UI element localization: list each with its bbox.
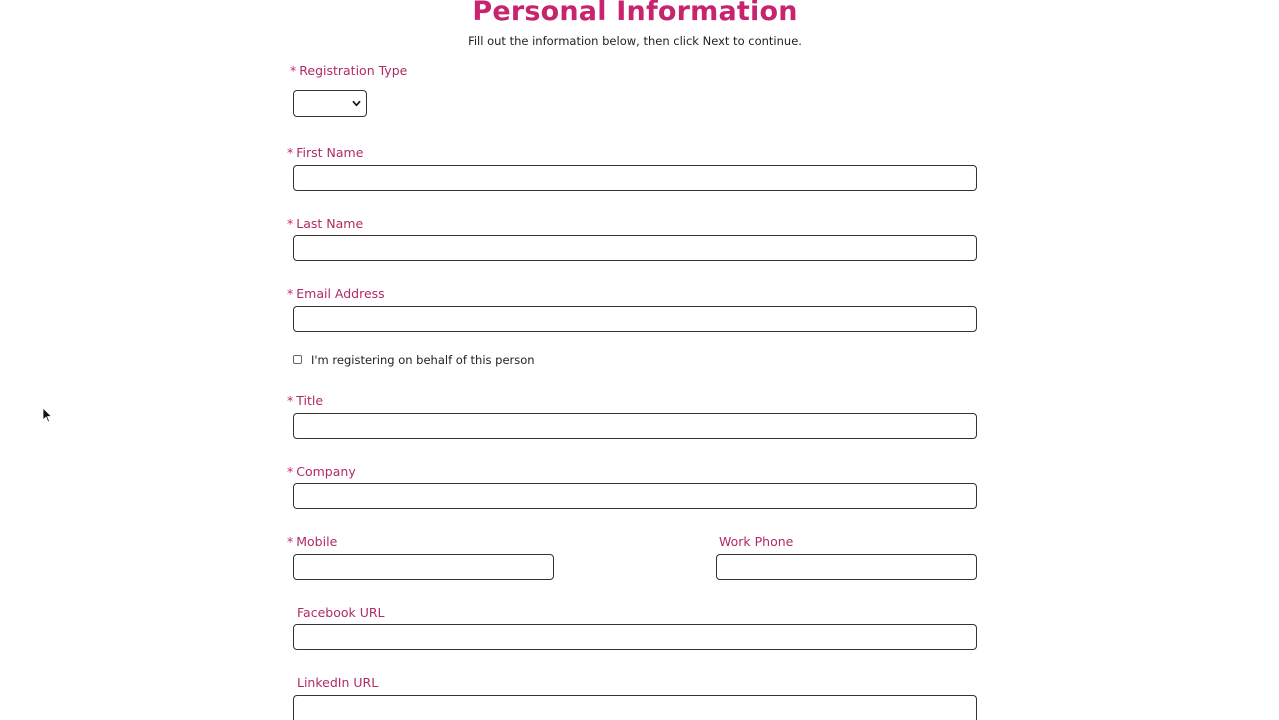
page-subtitle: Fill out the information below, then click Next to continue. [468,34,802,48]
work-phone-label: Work Phone [719,534,794,549]
mobile-input[interactable] [293,554,554,580]
email-input[interactable] [293,306,977,332]
registration-type-label-text: Registration Type [299,63,408,78]
required-marker: * [287,286,294,301]
last-name-label-text: Last Name [296,216,364,231]
email-label-text: Email Address [296,286,385,301]
required-marker: * [287,534,294,549]
required-marker: * [287,393,294,408]
first-name-input[interactable] [293,165,977,191]
company-input[interactable] [293,483,977,509]
linkedin-url-input[interactable] [293,695,977,720]
email-label [287,286,385,301]
last-name-label [287,216,363,231]
chevron-down-icon [352,99,361,108]
mouse-pointer-icon [42,407,52,423]
title-label [287,393,323,408]
company-label-text: Company [296,464,356,479]
behalf-checkbox[interactable] [293,355,302,364]
registration-type-select[interactable] [293,90,367,117]
behalf-checkbox-label[interactable]: I'm registering on behalf of this person [311,353,535,367]
required-marker: * [290,63,297,78]
linkedin-url-label: LinkedIn URL [297,675,379,690]
company-label [287,464,356,479]
page-title: Personal Information [472,0,798,27]
required-marker: * [287,464,294,479]
facebook-url-input[interactable] [293,624,977,650]
registration-type-label [290,63,407,78]
required-marker: * [287,216,294,231]
last-name-input[interactable] [293,235,977,261]
first-name-label [287,145,363,160]
mobile-label [287,534,337,549]
work-phone-input[interactable] [716,554,977,580]
mobile-label-text: Mobile [296,534,338,549]
facebook-url-label: Facebook URL [297,605,385,620]
required-marker: * [287,145,294,160]
title-input[interactable] [293,413,977,439]
first-name-label-text: First Name [296,145,364,160]
title-label-text: Title [296,393,324,408]
